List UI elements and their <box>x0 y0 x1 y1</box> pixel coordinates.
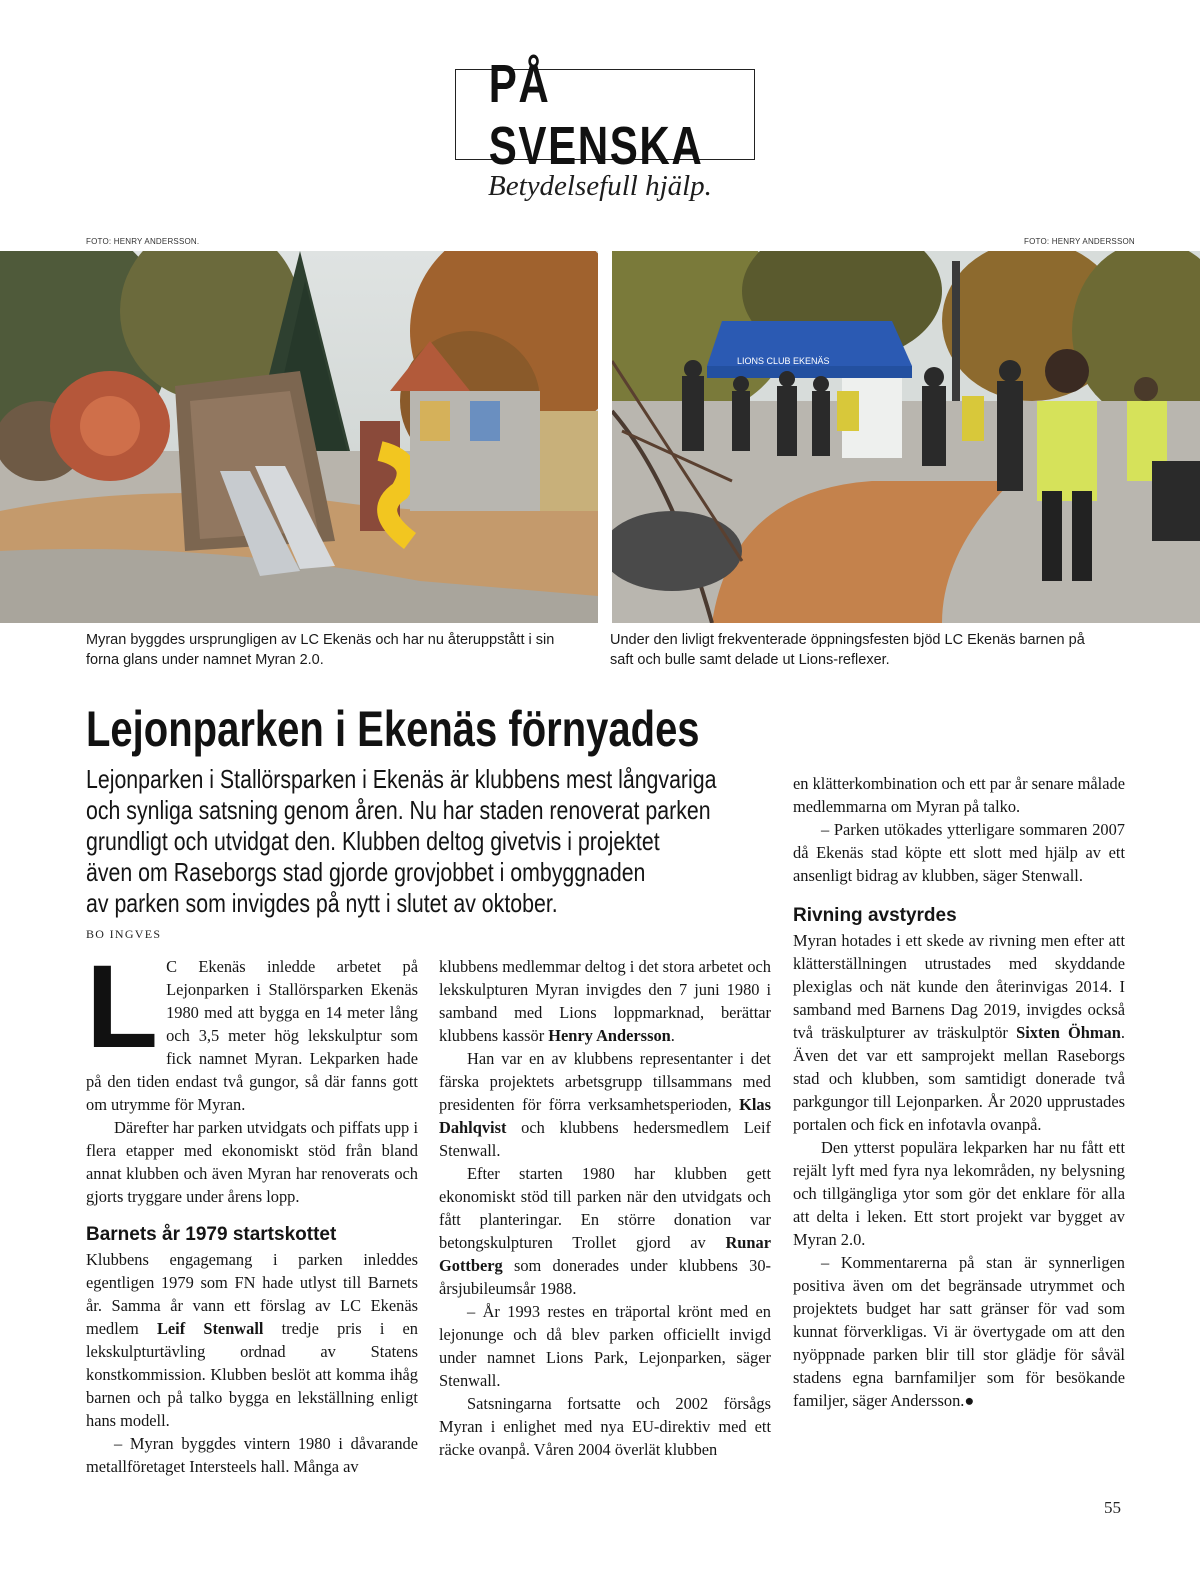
photo-caption-left: Myran byggdes ursprungligen av LC Ekenäs och har nu återuppstått i sin forna glans under namnet Myran 2.0. <box>86 632 555 668</box>
body-paragraph: – År 1993 restes en träportal krönt med en lejonunge och då blev parken officiellt invigd under namnet Lions Park, Lejonparken, säger Stenwall. <box>439 1302 771 1390</box>
body-paragraph: Klubbens engagemang i parken inleddes egentligen 1979 som FN hade utlyst till Barnets år. Samma år vann ett förslag av LC Ekenäs medlem Leif Stenwall tredje pris i en lekskulpturtävling ordnad av Statens konstkommission. Klubben beslöt att komma ihåg barnen och på talko bygga en lekställning enligt hans modell. <box>86 1250 419 1430</box>
lead-line: och synliga satsning genom åren. Nu har staden renoverat parken <box>86 795 711 825</box>
person-name: Henry Andersson <box>548 1026 671 1045</box>
byline: BO INGVES <box>86 927 162 941</box>
photo-opening-party <box>612 251 1200 623</box>
subheading: Rivning avstyrdes <box>793 905 957 926</box>
person-name: Leif Stenwall <box>156 1319 264 1338</box>
body-paragraph: klubbens medlemmar deltog i det stora arbetet och lekskulpturen Myran invigdes den 7 juni 1980 i samband med Lions loppmarknad, berättar klubbens kassör Henry Andersson. <box>439 957 771 1045</box>
end-mark-icon: ● <box>964 1391 975 1410</box>
page-number: 55 <box>1104 1498 1121 1517</box>
photo-credit-left: FOTO: HENRY ANDERSSON. <box>86 237 200 246</box>
section-title: PÅ SVENSKA <box>488 53 704 176</box>
body-paragraph: Myran hotades i ett skede av rivning men efter att klätterställningen utrustades med skyddande plexiglas och nät kunde den återinvigas 2014. I samband med Barnens Dag 2019, invigdes också två träskulpturer av träskulptör Sixten Öhman. Även det var ett samprojekt mellan Raseborgs stad och klubben, som samtidigt donerade två parkgungor till Lejonparken. År 2020 upprustades portalen och fick en infotavla ovanpå. <box>793 931 1125 1134</box>
person-name: Runar Gottberg <box>439 1233 771 1275</box>
body-paragraph: Satsningarna fortsatte och 2002 försågs Myran i enlighet med nya EU-direktiv med ett räcke ovanpå. Våren 2004 överlät klubben <box>439 1394 771 1459</box>
article-column-3 <box>793 772 1125 1412</box>
tent-banner-text: LIONS CLUB EKENÄS <box>737 356 830 366</box>
photo-caption-right: Under den livligt frekventerade öppningsfesten bjöd LC Ekenäs barnen på saft och bulle samt delade ut Lions-reflexer. <box>610 632 1085 668</box>
body-paragraph: – Myran byggdes vintern 1980 i dåvarande metallföretaget Intersteels hall. Många av <box>86 1434 418 1476</box>
person-name: Klas Dahlqvist <box>439 1095 771 1137</box>
photo-playground <box>0 251 598 623</box>
subheading: Barnets år 1979 startskottet <box>86 1224 337 1245</box>
lead-line: av parken som invigdes på nytt i slutet av oktober. <box>86 888 558 918</box>
drop-cap: L <box>86 941 159 1073</box>
article-headline: Lejonparken i Ekenäs förnyades <box>86 701 700 757</box>
article-column-1 <box>86 941 419 1478</box>
body-paragraph: Han var en av klubbens representanter i det färska projektets arbetsgrupp tillsammans med presidenten för förra verksamhetsperioden, Klas Dahlqvist och klubbens hedersmedlem Leif Stenwall. <box>439 1049 771 1160</box>
section-label-box <box>455 53 755 176</box>
article-column-2 <box>439 955 771 1461</box>
body-paragraph: L C Ekenäs inledde arbetet på Lejonparken i Stallörsparken Ekenäs 1980 med att bygga en 14 meter lång och 3,5 meter hög lekskulptur som fick namnet Myran. Lekparken hade på den tiden endast två gungor, så där fanns gott om utrymme för Myran. <box>86 941 418 1114</box>
body-paragraph: – Parken utökades ytterligare sommaren 2007 då Ekenäs stad köpte ett slott med hjälp av ett ansenligt bidrag av klubben, säger Stenwall. <box>793 820 1125 885</box>
section-tagline: Betydelsefull hjälp. <box>488 170 712 202</box>
person-name: Sixten Öhman <box>1016 1023 1121 1042</box>
body-paragraph: Efter starten 1980 har klubben gett ekonomiskt stöd till parken när den utvidgats och fått planteringar. En större donation var betongskulpturen Trollet gjord av Runar Gottberg som donerades under klubbens 30-årsjubileumsår 1988. <box>439 1164 771 1298</box>
lead-line: Lejonparken i Stallörsparken i Ekenäs är klubbens mest långvariga <box>86 764 717 794</box>
article-lead <box>86 764 754 919</box>
body-paragraph: Den ytterst populära lekparken har nu fått ett rejält lyft med fyra nya lekområden, ny belysning och tillgängliga ytor som gör det enklare för alla att delta i leken. Ett stort projekt var bygget av Myran 2.0. <box>793 1138 1125 1249</box>
lead-line: grundligt och utvidgat den. Klubben deltog givetvis i projektet <box>86 826 660 856</box>
body-paragraph: en klätterkombination och ett par år senare målade medlemmarna om Myran på talko. <box>793 774 1125 816</box>
body-paragraph: Därefter har parken utvidgats och piffats upp i flera etapper med ekonomiskt stöd från bland annat klubben och även Myran har renoverats och gjorts tryggare under årens lopp. <box>86 1118 418 1206</box>
photo-credit-right: FOTO: HENRY ANDERSSON <box>1024 237 1135 246</box>
lead-line: även om Raseborgs stad gjorde grovjobbet i ombyggnaden <box>86 857 646 887</box>
body-paragraph: – Kommentarerna på stan är synnerligen positiva även om det begränsade utrymmet och projektets budget har satt gränser för vad som kunnat förverkligas. Vi är övertygade om att den nyöppnade parken blir till stor glädje för såväl stadens egna barnfamiljer som för besökande familjer, säger Andersson.● <box>793 1253 1125 1410</box>
